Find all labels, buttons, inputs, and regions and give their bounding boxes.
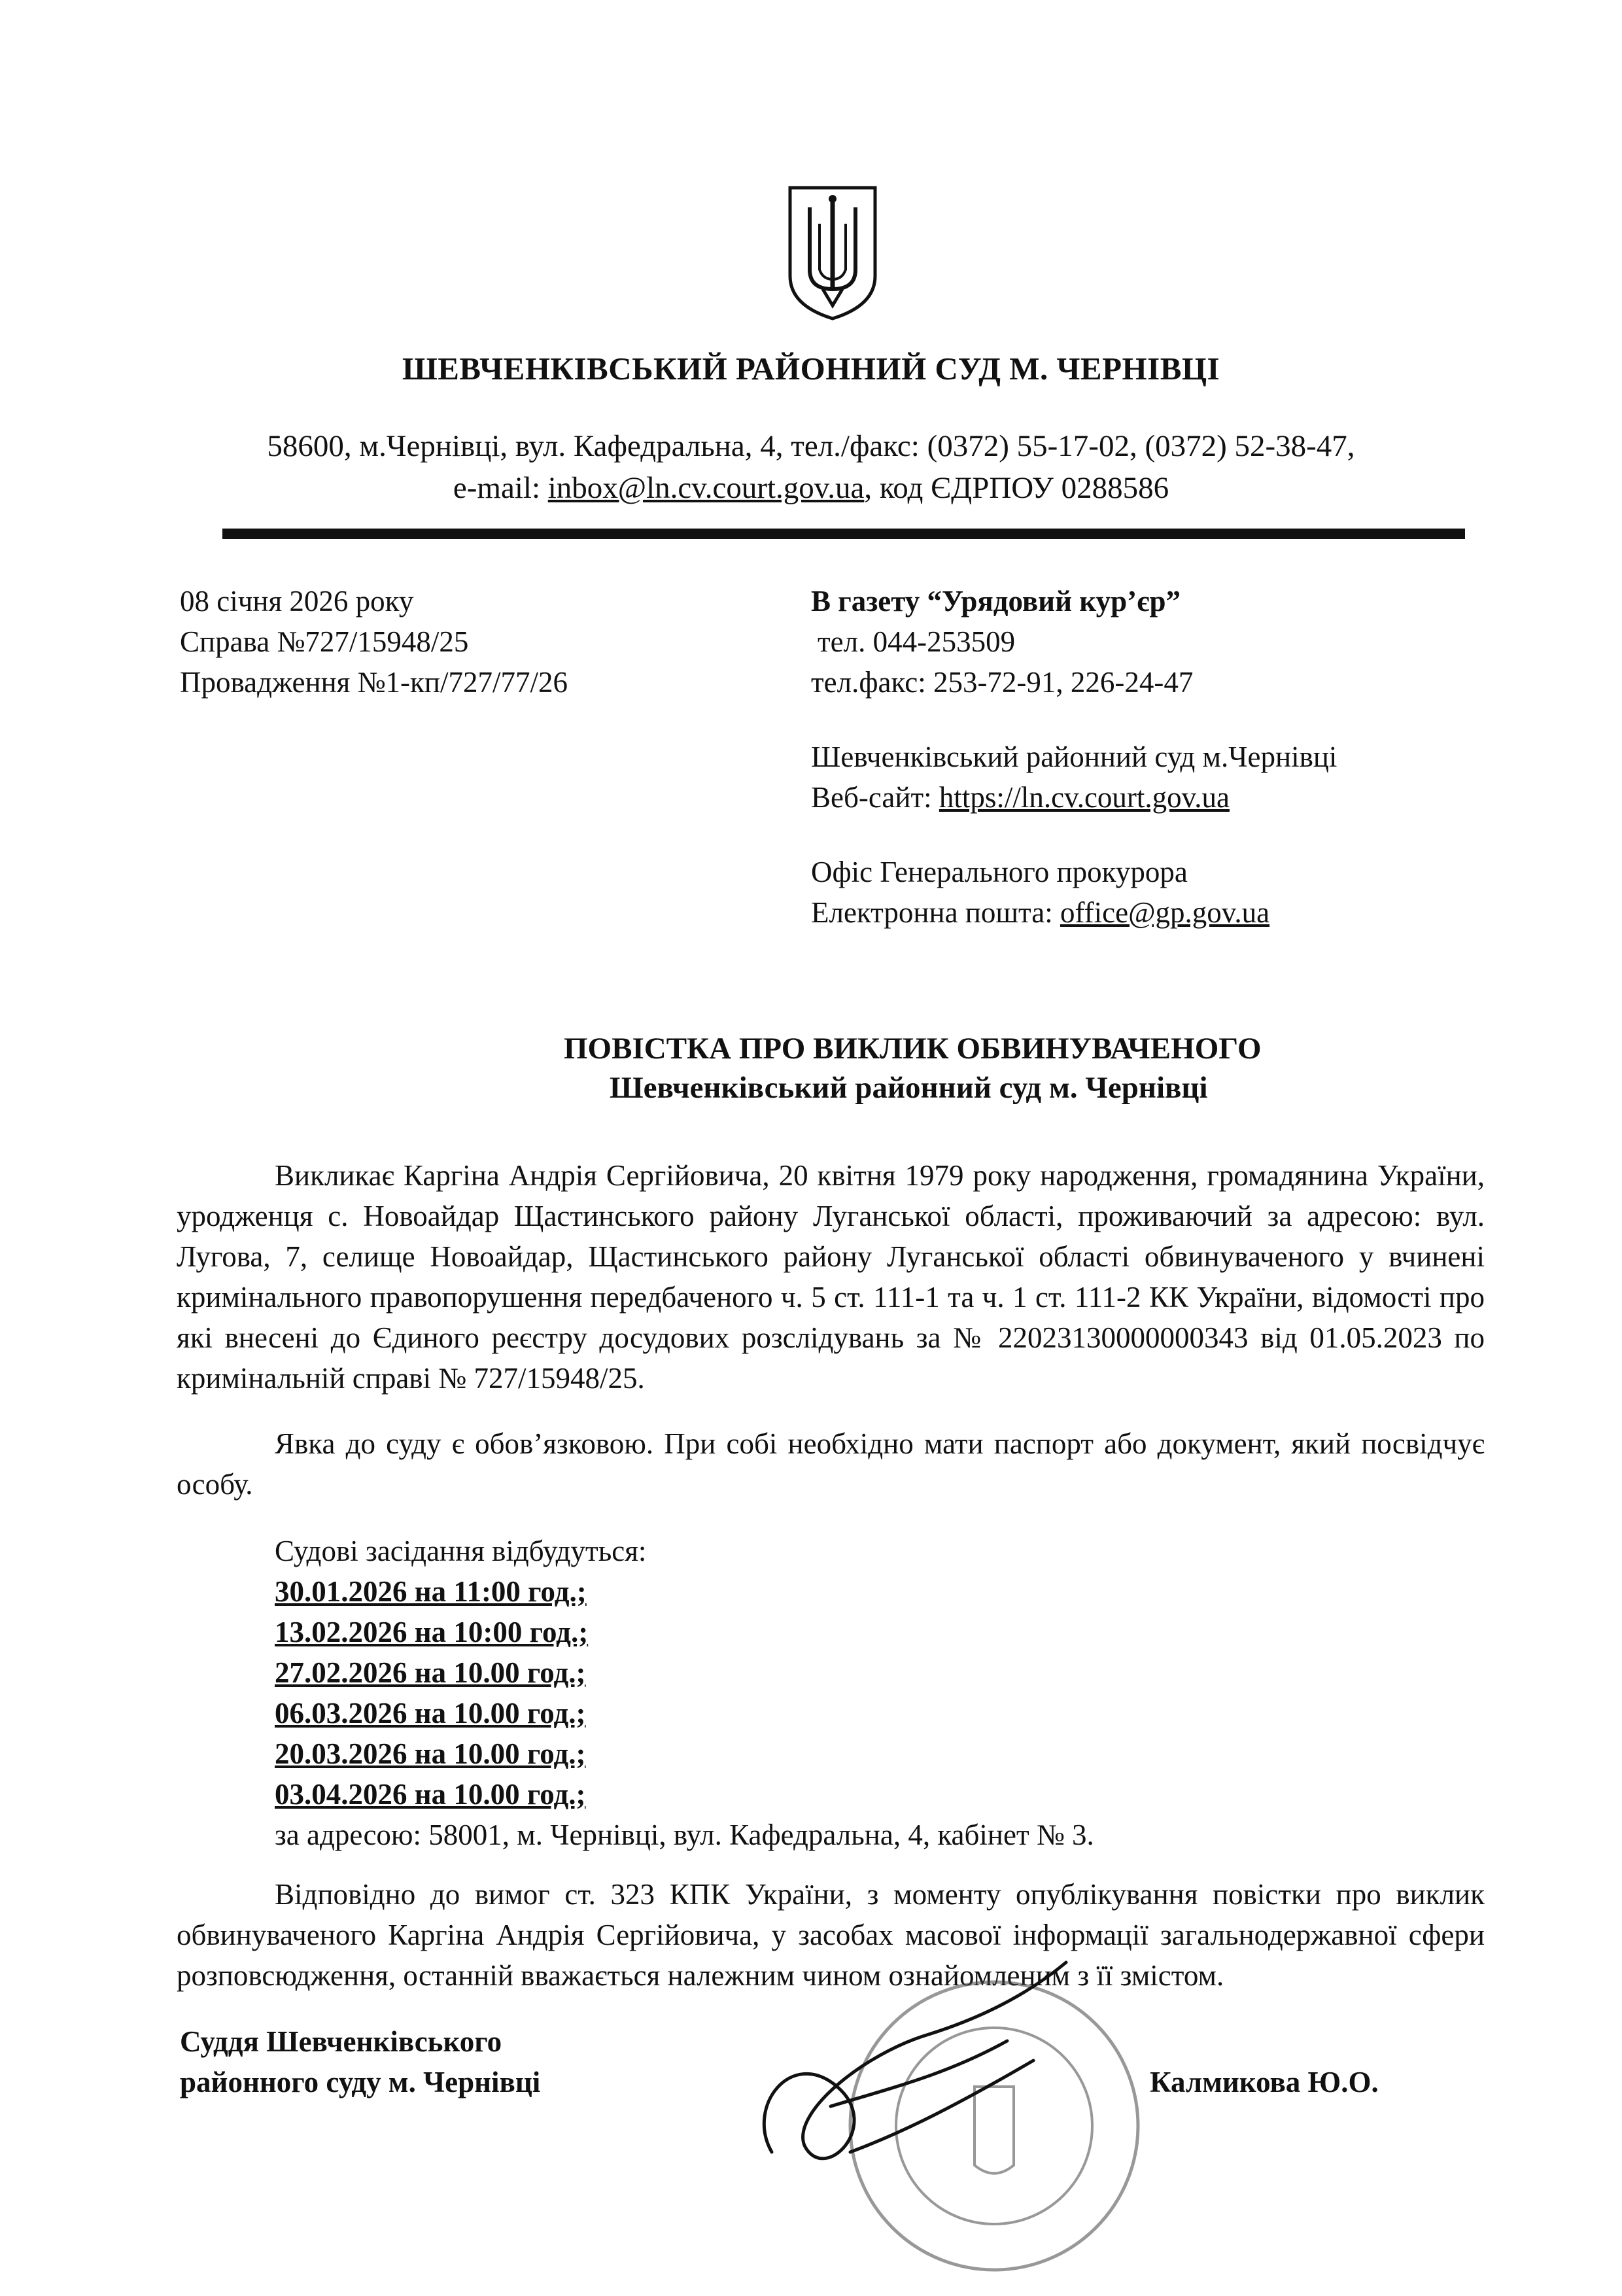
recipient-prosecutor: Офіс Генерального прокурора: [811, 856, 1188, 888]
summons-paragraph-3: Відповідно до вимог ст. 323 КПК України, з моменту опублікування повістки про виклик обвинуваченого Каргіна Андрія Сергійовича, у засобах масової інформації загальнодержавної сфери розповсюдження, останній вважається належним чином ознайомленим з її змістом.: [177, 1878, 1485, 1992]
prosecutor-email-link[interactable]: office@gp.gov.ua: [1060, 896, 1270, 929]
proceeding-number: Провадження №1-кп/727/77/26: [180, 666, 568, 699]
court-title: ШЕВЧЕНКІВСЬКИЙ РАЙОННИЙ СУД М. ЧЕРНІВЦІ: [402, 351, 1220, 387]
recipients-block: [811, 581, 1337, 933]
hearing-date: 13.02.2026 на 10:00 год.;: [275, 1616, 589, 1648]
judge-name: Калмикова Ю.О.: [1150, 2066, 1379, 2098]
summons-paragraph-1: [177, 1155, 1485, 1399]
paragraph1-lead: Викликає: [275, 1159, 404, 1192]
edrpou-code: , код ЄДРПОУ 0288586: [864, 471, 1169, 505]
court-address-line: 58600, м.Чернівці, вул. Кафедральна, 4, тел./факс: (0372) 55-17-02, (0372) 52-38-47,: [267, 429, 1355, 463]
recipient-newspaper: В газету “Урядовий кур’єр”: [811, 585, 1181, 617]
summons-title: ПОВІСТКА ПРО ВИКЛИК ОБВИНУВАЧЕНОГО: [564, 1032, 1262, 1066]
website-label: Веб-сайт:: [811, 781, 939, 814]
case-number: Справа №727/15948/25: [180, 625, 469, 658]
hearing-date: 20.03.2026 на 10.00 год.;: [275, 1737, 586, 1770]
hearings-label: Судові засідання відбудуться:: [275, 1535, 647, 1567]
hearing-date: 30.01.2026 на 11:00 год.;: [275, 1575, 587, 1608]
recipient-court: Шевченківський районний суд м.Чернівці: [811, 740, 1337, 773]
coat-of-arms-icon: [784, 184, 882, 322]
judge-position-line1: Суддя Шевченківського: [180, 2025, 502, 2058]
summons-paragraph-2: Явка до суду є обов’язковою. При собі необхідно мати паспорт або документ, який посвідчує особу.: [177, 1427, 1485, 1501]
summons-subtitle: Шевченківський районний суд м. Чернівці: [610, 1071, 1208, 1105]
email-label: e-mail:: [453, 471, 548, 505]
judge-position: [180, 2021, 540, 2102]
accused-name: Каргіна Андрія Сергійовича: [403, 1159, 763, 1192]
court-contact-line: [0, 467, 1622, 509]
recipient-phone: тел. 044-253509: [818, 625, 1016, 658]
hearing-date: 03.04.2026 на 10.00 год.;: [275, 1778, 586, 1811]
hearings-list: [275, 1531, 1094, 1855]
document-date: 08 січня 2026 року: [180, 585, 414, 617]
document-meta: [180, 581, 568, 703]
hearing-address: за адресою: 58001, м. Чернівці, вул. Кафедральна, 4, кабінет № 3.: [275, 1818, 1094, 1851]
court-email-link[interactable]: inbox@ln.cv.court.gov.ua: [547, 471, 865, 505]
hearing-date: 27.02.2026 на 10.00 год.;: [275, 1656, 586, 1689]
court-website-link[interactable]: https://ln.cv.court.gov.ua: [939, 781, 1230, 814]
hearing-date: 06.03.2026 на 10.00 год.;: [275, 1697, 586, 1730]
recipient-fax: тел.факс: 253-72-91, 226-24-47: [811, 666, 1194, 699]
paragraph1-rest: , 20 квітня 1979 року народження, громадянина України, уродженця с. Новоайдар Щастинського району Луганської області, проживаючий за адресою: вул. Лугова, 7, селище Новоайдар, Щастинського району Луганської області обвинуваченого у вчинені кримінального правопорушення передбаченого ч. 5 ст. 111-1 та ч. 1 ст. 111-2 КК України, відомості про які внесені до Єдиного реєстру досудових розслідувань за № 22023130000000343 від 01.05.2023 по кримінальній справі № 727/15948/25.: [177, 1159, 1485, 1395]
judge-position-line2: районного суду м. Чернівці: [180, 2066, 541, 2098]
header-divider: [222, 529, 1465, 539]
judge-signature-icon: [733, 1936, 1099, 2211]
prosecutor-email-label: Електронна пошта:: [811, 896, 1060, 929]
